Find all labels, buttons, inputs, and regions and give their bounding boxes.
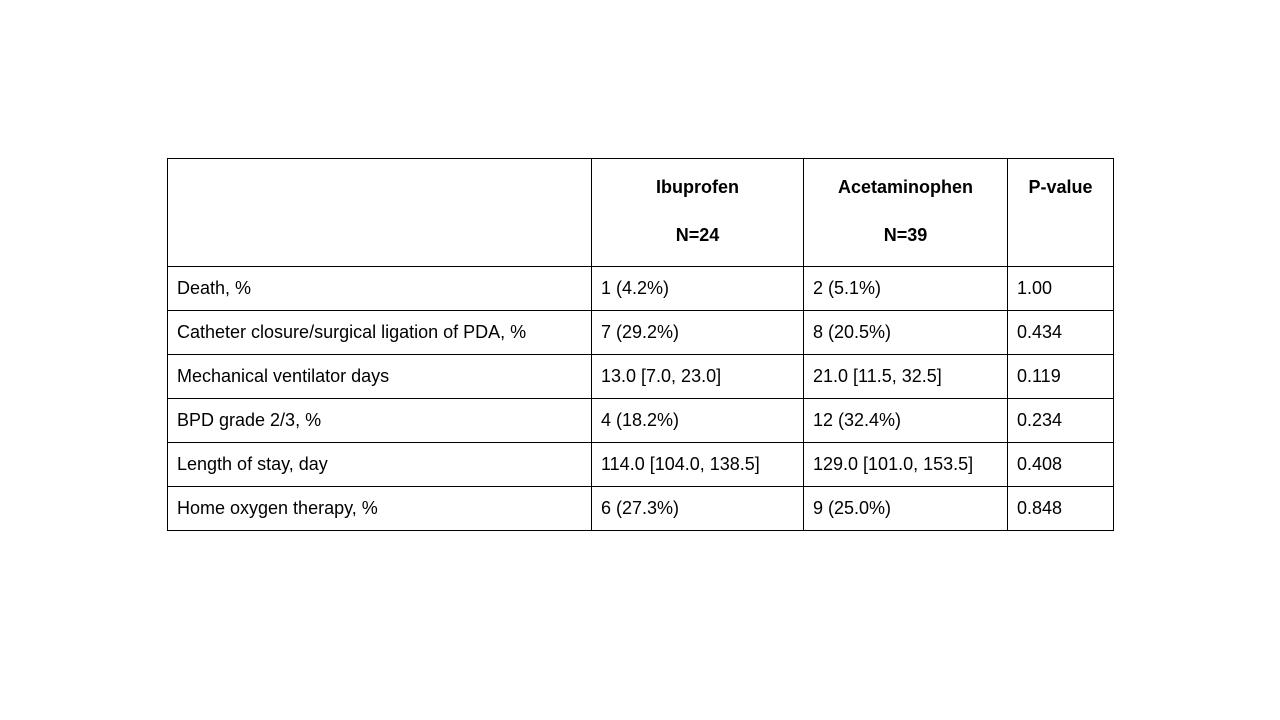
table-row	[168, 443, 1114, 487]
header-cell-ibuprofen	[592, 159, 804, 267]
p-value: 1.00	[1008, 267, 1114, 311]
ibuprofen-value: 13.0 [7.0, 23.0]	[592, 355, 804, 399]
acetaminophen-value: 9 (25.0%)	[804, 487, 1008, 531]
header-acetaminophen-n: N=39	[883, 225, 928, 245]
row-label: BPD grade 2/3, %	[168, 399, 592, 443]
p-value: 0.234	[1008, 399, 1114, 443]
header-p-value-name: P-value	[1028, 177, 1093, 197]
table-row	[168, 267, 1114, 311]
table-row	[168, 355, 1114, 399]
header-acetaminophen-name: Acetaminophen	[837, 177, 974, 197]
header-cell-p-value	[1008, 159, 1114, 267]
table-row	[168, 487, 1114, 531]
row-label: Death, %	[168, 267, 592, 311]
ibuprofen-value: 114.0 [104.0, 138.5]	[592, 443, 804, 487]
acetaminophen-value: 8 (20.5%)	[804, 311, 1008, 355]
acetaminophen-value: 21.0 [11.5, 32.5]	[804, 355, 1008, 399]
row-label: Length of stay, day	[168, 443, 592, 487]
acetaminophen-value: 129.0 [101.0, 153.5]	[804, 443, 1008, 487]
header-ibuprofen-n: N=24	[675, 225, 720, 245]
p-value: 0.408	[1008, 443, 1114, 487]
row-label: Catheter closure/surgical ligation of PDA, %	[168, 311, 592, 355]
ibuprofen-value: 4 (18.2%)	[592, 399, 804, 443]
ibuprofen-value: 7 (29.2%)	[592, 311, 804, 355]
acetaminophen-value: 2 (5.1%)	[804, 267, 1008, 311]
p-value: 0.848	[1008, 487, 1114, 531]
p-value: 0.119	[1008, 355, 1114, 399]
header-ibuprofen-name: Ibuprofen	[656, 177, 739, 197]
table-header-row	[168, 159, 1114, 267]
acetaminophen-value: 12 (32.4%)	[804, 399, 1008, 443]
p-value: 0.434	[1008, 311, 1114, 355]
header-cell-acetaminophen	[804, 159, 1008, 267]
table-row	[168, 399, 1114, 443]
row-label: Mechanical ventilator days	[168, 355, 592, 399]
ibuprofen-value: 6 (27.3%)	[592, 487, 804, 531]
header-cell-empty	[168, 159, 592, 267]
row-label: Home oxygen therapy, %	[168, 487, 592, 531]
table-row	[168, 311, 1114, 355]
ibuprofen-value: 1 (4.2%)	[592, 267, 804, 311]
outcomes-table	[167, 158, 1114, 531]
